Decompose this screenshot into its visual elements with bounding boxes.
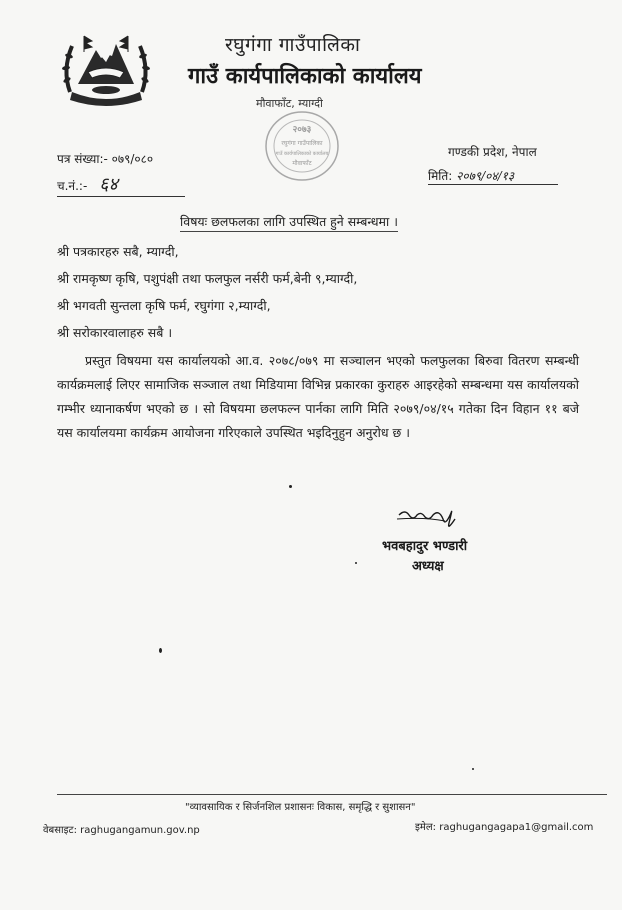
footer-website xyxy=(43,822,200,836)
date-label: मिति: xyxy=(428,169,453,183)
email-label: इमेल: xyxy=(415,822,437,833)
office-name: गाउँ कार्यपालिकाको कार्यालय xyxy=(188,64,422,89)
footer-slogan: "व्यावसायिक र सिर्जनशिल प्रशासनः विकास, समृद्धि र सुशासन" xyxy=(185,802,416,813)
seal-line-1: रघुगंगा गाउँपालिका xyxy=(281,140,323,147)
dispatch-number xyxy=(57,172,185,197)
letter-number-label: पत्र संख्या:- xyxy=(57,152,108,166)
scan-speck xyxy=(355,562,357,564)
website-url: raghugangamun.gov.np xyxy=(80,825,200,836)
office-seal-stamp xyxy=(262,108,342,184)
recipient-item: श्री भगवती सुन्तला कृषि फर्म, रघुगंगा २,म्याग्दी, xyxy=(57,298,271,313)
letter-subject: विषयः छलफलका लागि उपस्थित हुने सम्बन्धमा । xyxy=(180,213,398,232)
scan-speck xyxy=(159,648,162,653)
date-value: २०७९/०४/१३ xyxy=(456,169,515,183)
letter-number-value: ०७९/०८० xyxy=(111,152,154,166)
letter-body: प्रस्तुत विषयमा यस कार्यालयको आ.व. २०७८/०७९ मा सञ्चालन भएको फलफुलका बिरुवा वितरण सम्बन्धी कार्यक्रमलाई लिएर सामाजिक सञ्जाल तथा मिडियामा विभिन्न प्रकारका कुराहरु आइरहेको सम्बन्धमा यस कार्यालयको गम्भीर ध्यानाकर्षण भएको छ । सो विषयमा छलफल्न पार्नका लागि मिति २०७९/०४/१५ गतेका दिन विहान ११ बजे यस कार्यालयमा कार्यक्रम आयोजना गरिएकाले उपस्थित भइदिनुहुन अनुरोध छ । xyxy=(57,353,579,440)
dispatch-number-label: च.नं.:- xyxy=(57,179,88,193)
dispatch-number-value: ६४ xyxy=(99,174,118,195)
office-address: मौवाफाँट, म्याग्दी xyxy=(256,97,323,110)
province-line: गण्डकी प्रदेश, नेपाल xyxy=(448,145,537,159)
email-address: raghugangagapa1@gmail.com xyxy=(439,822,594,833)
footer-divider xyxy=(57,794,607,795)
seal-year: २०७३ xyxy=(292,125,312,135)
recipient-item: श्री रामकृष्ण कृषि, पशुपंक्षी तथा फलफुल नर्सरी फर्म,बेनी ९,म्याग्दी, xyxy=(57,271,358,286)
scan-speck xyxy=(289,485,292,488)
website-label: वेबसाइट: xyxy=(43,825,77,836)
recipient-list xyxy=(57,238,577,346)
letter-number xyxy=(57,150,153,167)
signatory-title: अध्यक्ष xyxy=(412,559,444,574)
organization-name: रघुगंगा गाउँपालिका xyxy=(225,34,361,56)
letter-date xyxy=(428,167,558,185)
scan-speck xyxy=(472,768,474,770)
footer-email xyxy=(415,819,593,833)
recipient-item: श्री पत्रकारहरु सबै, म्याग्दी, xyxy=(57,244,179,259)
municipality-emblem-icon xyxy=(58,22,154,112)
recipient-item: श्री सरोकारवालाहरु सबै । xyxy=(57,325,173,340)
handwritten-signature xyxy=(395,505,465,535)
seal-line-3: मौवाफाँट xyxy=(292,160,312,167)
signatory-name: भवबहादुर भण्डारी xyxy=(382,539,468,554)
seal-line-2: गाउँ कार्यपालिकाको कार्यालय xyxy=(275,151,329,157)
